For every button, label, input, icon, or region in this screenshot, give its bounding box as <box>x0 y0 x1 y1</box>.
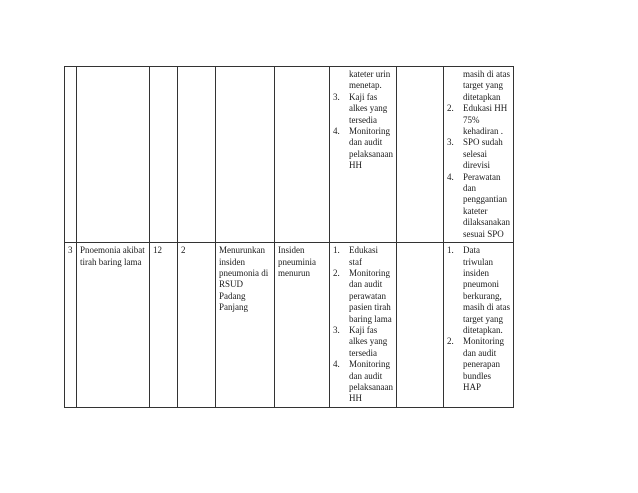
problem-cell <box>77 67 150 243</box>
results-list <box>447 245 510 393</box>
item-text: Monitoring dan audit perawatan pasien tirah baring lama <box>349 267 392 324</box>
item-text: Kaji fas alkes yang tersedia <box>349 91 388 125</box>
item-number: 3. <box>446 137 454 148</box>
item-number: 1. <box>333 245 340 256</box>
results-cell <box>443 67 513 243</box>
indicator-cell <box>275 67 330 243</box>
item-number: 2. <box>446 336 454 347</box>
document-table <box>64 66 514 408</box>
table-row <box>65 67 514 243</box>
list-item <box>447 103 510 137</box>
item-number: 4. <box>333 359 340 370</box>
item-text: Monitoring dan audit pelaksanaan HH <box>349 126 393 171</box>
item-text: Monitoring dan audit penerapan bundles HAP <box>462 336 504 392</box>
item-text: Data triwulan insiden pneumoni berkurang, masih di atas target yang ditetapkan. <box>462 245 510 335</box>
activities-cell <box>330 243 397 408</box>
list-item <box>333 245 393 268</box>
no-cell <box>65 67 77 243</box>
list-item <box>447 245 510 336</box>
item-number: 3. <box>333 324 340 335</box>
list-item <box>333 359 393 405</box>
item-text: Edukasi staf <box>349 245 378 267</box>
score-b-cell <box>178 67 216 243</box>
empty-cell <box>396 67 443 243</box>
objective-cell <box>216 67 275 243</box>
list-item <box>447 137 510 171</box>
no-cell: 3 <box>65 243 77 408</box>
problem-cell: Pnoemonia akibat tirah baring lama <box>77 243 150 408</box>
list-item <box>447 336 510 393</box>
activity-continuation: kateter urin menetap. <box>349 69 391 91</box>
activities-list <box>333 245 393 405</box>
item-text: Edukasi HH 75% kehadiran . <box>462 103 508 137</box>
score-a-cell <box>150 67 178 243</box>
indicator-cell: Insiden pneuminia menurun <box>275 243 330 408</box>
score-a-cell: 12 <box>150 243 178 408</box>
activities-list <box>333 92 393 172</box>
list-item <box>333 92 393 126</box>
item-number: 2. <box>333 267 340 278</box>
list-item <box>447 172 510 240</box>
objective-cell: Menurunkan insiden pneumonia di RSUD Padang Panjang <box>216 243 275 408</box>
item-number: 2. <box>446 103 454 114</box>
item-text: Kaji fas alkes yang tersedia <box>349 324 388 358</box>
item-number: 1. <box>446 245 454 256</box>
result-continuation: masih di atas target yang ditetapkan <box>462 69 510 102</box>
item-text: Perawatan dan penggantian kateter dilaksanakan sesuai SPO <box>462 171 510 239</box>
table-row <box>65 243 514 408</box>
empty-cell <box>396 243 443 408</box>
item-number: 4. <box>333 126 340 137</box>
item-number: 4. <box>446 171 454 182</box>
item-text: SPO sudah selesai direvisi <box>462 137 503 171</box>
list-item <box>333 268 393 325</box>
score-b-cell: 2 <box>178 243 216 408</box>
results-cell <box>443 243 513 408</box>
list-item <box>333 126 393 172</box>
item-text: Monitoring dan audit pelaksanaan HH <box>349 359 393 404</box>
results-list <box>447 103 510 240</box>
activities-cell <box>330 67 397 243</box>
list-item <box>333 325 393 359</box>
item-number: 3. <box>333 91 340 102</box>
